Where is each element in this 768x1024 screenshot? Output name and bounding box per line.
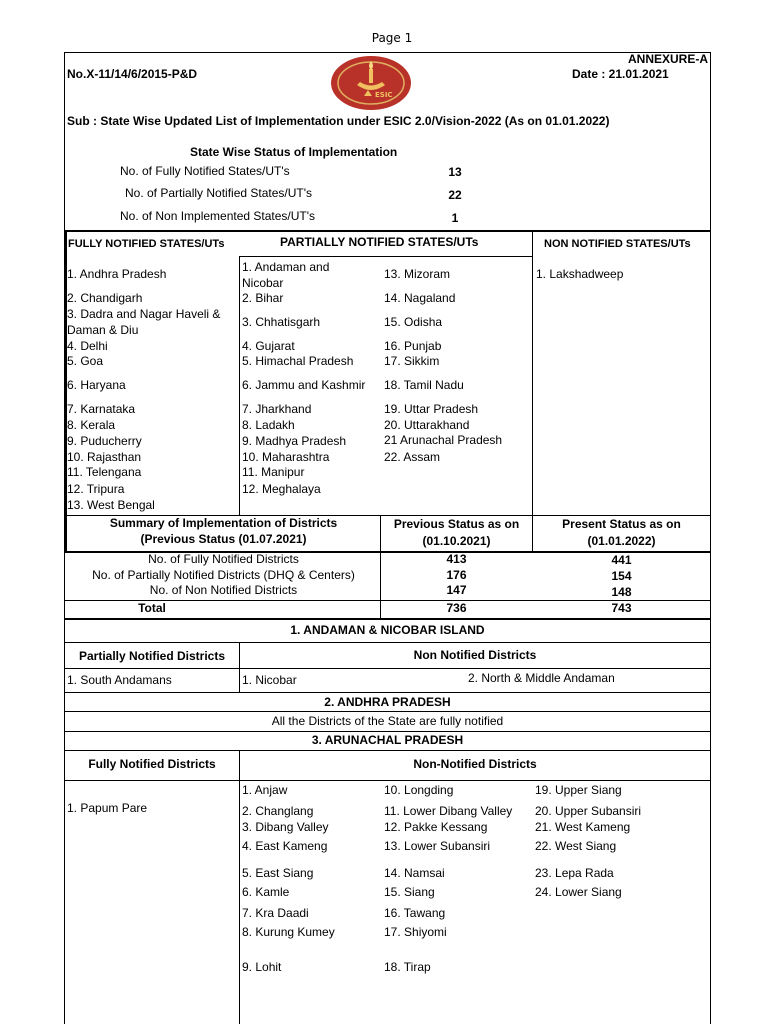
list-item: 1. Andhra Pradesh bbox=[67, 267, 167, 281]
andaman-non-district: 1. Nicobar bbox=[242, 673, 297, 687]
list-item: 6. Haryana bbox=[67, 378, 126, 392]
summary-row-present: 148 bbox=[611, 585, 632, 599]
list-item: 4. Delhi bbox=[67, 339, 108, 353]
list-item: 22. West Siang bbox=[535, 839, 617, 853]
list-item: 21 Arunachal Pradesh bbox=[384, 433, 503, 447]
list-item: 18. Tirap bbox=[384, 960, 431, 974]
andaman-partial-district: 1. South Andamans bbox=[67, 673, 172, 687]
list-item: 10. Maharashtra bbox=[242, 450, 330, 464]
list-item: 3. Dadra and Nagar Haveli & bbox=[67, 307, 221, 321]
list-item: Daman & Diu bbox=[67, 323, 139, 337]
partially-notified-header: PARTIALLY NOTIFIED STATES/UTs bbox=[280, 235, 479, 249]
list-item: 13. Mizoram bbox=[384, 267, 451, 281]
list-item: 15. Odisha bbox=[384, 315, 443, 329]
list-item: 23. Lepa Rada bbox=[535, 866, 614, 880]
list-item: 13. West Bengal bbox=[67, 498, 155, 512]
summary-total-prev: 736 bbox=[446, 601, 467, 615]
status-partial-label: No. of Partially Notified States/UT's bbox=[125, 186, 313, 200]
list-item: 20. Upper Subansiri bbox=[535, 804, 642, 818]
list-item: 1. Lakshadweep bbox=[536, 267, 624, 281]
subject-line: Sub : State Wise Updated List of Implementation under ESIC 2.0/Vision-2022 (As on 01.01.2022) bbox=[67, 114, 610, 128]
summary-total-label: Total bbox=[138, 601, 166, 615]
list-item: 8. Kurung Kumey bbox=[242, 925, 335, 939]
list-item: Nicobar bbox=[242, 276, 284, 290]
section-title-andaman: 1. ANDAMAN & NICOBAR ISLAND bbox=[290, 623, 485, 637]
list-item: 2. Changlang bbox=[242, 804, 314, 818]
andaman-non-header: Non Notified Districts bbox=[413, 648, 537, 662]
summary-total-present: 743 bbox=[611, 601, 632, 615]
logo-caption: ESIC bbox=[375, 91, 393, 99]
list-item: 4. Gujarat bbox=[242, 339, 295, 353]
list-item: 9. Madhya Pradesh bbox=[242, 434, 347, 448]
list-item: 12. Meghalaya bbox=[242, 482, 321, 496]
section-title-andhra: 2. ANDHRA PRADESH bbox=[324, 695, 451, 709]
list-item: 7. Kra Daadi bbox=[242, 906, 309, 920]
previous-status-header-line1: Previous Status as on bbox=[393, 517, 520, 531]
section-title-arunachal: 3. ARUNACHAL PRADESH bbox=[311, 733, 464, 747]
fully-notified-header: FULLY NOTIFIED STATES/UTs bbox=[68, 238, 225, 250]
document-date: Date : 21.01.2021 bbox=[572, 67, 669, 81]
list-item: 11. Telengana bbox=[67, 465, 142, 479]
arunachal-fully-header: Fully Notified Districts bbox=[88, 757, 216, 771]
list-item: 6. Jammu and Kashmir bbox=[242, 378, 366, 392]
list-item: 17. Sikkim bbox=[384, 354, 440, 368]
list-item: 14. Nagaland bbox=[384, 291, 456, 305]
list-item: 12. Pakke Kessang bbox=[384, 820, 488, 834]
summary-title-line1: Summary of Implementation of Districts bbox=[109, 516, 338, 530]
list-item: 5. East Siang bbox=[242, 866, 314, 880]
list-item: 4. East Kameng bbox=[242, 839, 328, 853]
list-item: 8. Kerala bbox=[67, 418, 116, 432]
list-item: 19. Uttar Pradesh bbox=[384, 402, 479, 416]
list-item: 17. Shiyomi bbox=[384, 925, 447, 939]
list-item: 6. Kamle bbox=[242, 885, 290, 899]
list-item: 3. Chhatisgarh bbox=[242, 315, 321, 329]
status-partial-value: 22 bbox=[448, 188, 462, 202]
list-item: 2. Chandigarh bbox=[67, 291, 143, 305]
list-item: 22. Assam bbox=[384, 450, 441, 464]
list-item: 24. Lower Siang bbox=[535, 885, 622, 899]
summary-row-present: 441 bbox=[611, 553, 632, 567]
page-label: Page 1 bbox=[371, 31, 413, 45]
list-item: 9. Lohit bbox=[242, 960, 282, 974]
list-item: 10. Longding bbox=[384, 783, 454, 797]
list-item: 11. Manipur bbox=[242, 465, 305, 479]
status-fully-label: No. of Fully Notified States/UT's bbox=[120, 164, 290, 178]
andhra-note: All the Districts of the State are fully notified bbox=[271, 714, 504, 728]
list-item: 16. Tawang bbox=[384, 906, 446, 920]
list-item: 16. Punjab bbox=[384, 339, 442, 353]
summary-row-prev: 147 bbox=[446, 583, 467, 597]
list-item: 10. Rajasthan bbox=[67, 450, 142, 464]
list-item: 15. Siang bbox=[384, 885, 435, 899]
list-item: 21. West Kameng bbox=[535, 820, 631, 834]
list-item: 13. Lower Subansiri bbox=[384, 839, 491, 853]
status-fully-value: 13 bbox=[448, 165, 462, 179]
list-item: 9. Puducherry bbox=[67, 434, 142, 448]
annexure-label: ANNEXURE-A bbox=[627, 52, 708, 66]
andaman-partial-header: Partially Notified Districts bbox=[78, 649, 226, 663]
list-item: 7. Karnataka bbox=[67, 402, 136, 416]
reference-number: No.X-11/14/6/2015-P&D bbox=[67, 67, 198, 81]
non-notified-header: NON NOTIFIED STATES/UTs bbox=[544, 238, 691, 250]
summary-row-label: No. of Non Notified Districts bbox=[149, 583, 298, 597]
summary-row-label: No. of Fully Notified Districts bbox=[148, 552, 299, 566]
present-status-header-line1: Present Status as on bbox=[562, 517, 681, 531]
arunachal-fully-district: 1. Papum Pare bbox=[67, 801, 148, 815]
andaman-non-district: 2. North & Middle Andaman bbox=[468, 671, 615, 685]
status-non-value: 1 bbox=[451, 211, 459, 225]
summary-row-label: No. of Partially Notified Districts (DHQ & Centers) bbox=[92, 568, 355, 582]
status-non-label: No. of Non Implemented States/UT's bbox=[120, 209, 316, 223]
summary-row-prev: 413 bbox=[446, 552, 467, 566]
summary-title-line2: (Previous Status (01.07.2021) bbox=[140, 532, 307, 546]
list-item: 19. Upper Siang bbox=[535, 783, 622, 797]
summary-row-present: 154 bbox=[611, 569, 632, 583]
list-item: 11. Lower Dibang Valley bbox=[384, 804, 513, 818]
list-item: 14. Namsai bbox=[384, 866, 445, 880]
list-item: 2. Bihar bbox=[242, 291, 284, 305]
list-item: 1. Anjaw bbox=[242, 783, 288, 797]
list-item: 18. Tamil Nadu bbox=[384, 378, 464, 392]
list-item: 1. Andaman and bbox=[242, 260, 330, 274]
arunachal-non-header: Non-Notified Districts bbox=[413, 757, 537, 771]
list-item: 7. Jharkhand bbox=[242, 402, 312, 416]
status-title: State Wise Status of Implementation bbox=[190, 145, 398, 159]
list-item: 3. Dibang Valley bbox=[242, 820, 329, 834]
list-item: 5. Goa bbox=[67, 354, 104, 368]
esic-logo bbox=[330, 55, 412, 111]
list-item: 8. Ladakh bbox=[242, 418, 295, 432]
list-item: 20. Uttarakhand bbox=[384, 418, 470, 432]
list-item: 12. Tripura bbox=[67, 482, 125, 496]
summary-row-prev: 176 bbox=[446, 568, 467, 582]
list-item: 5. Himachal Pradesh bbox=[242, 354, 354, 368]
present-status-header-line2: (01.01.2022) bbox=[587, 534, 656, 548]
previous-status-header-line2: (01.10.2021) bbox=[422, 534, 491, 548]
